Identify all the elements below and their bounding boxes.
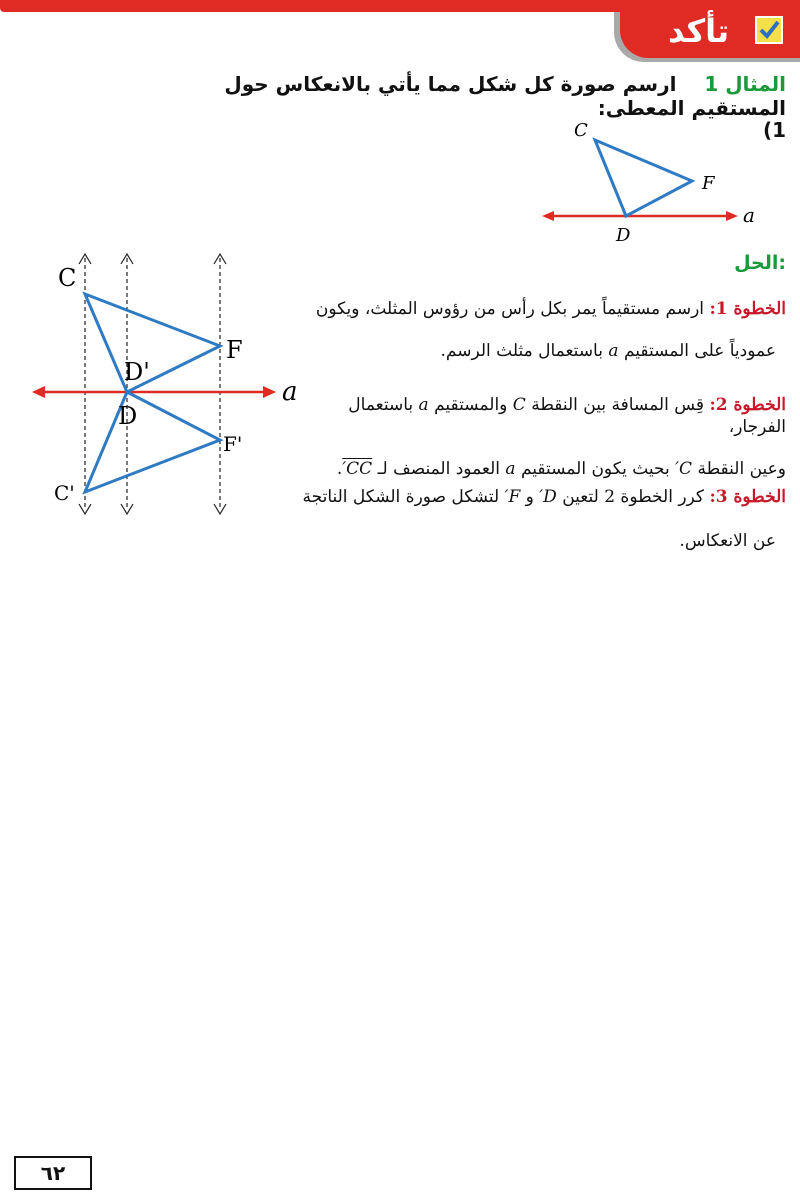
math-var: C bbox=[512, 395, 526, 415]
label-f: F bbox=[702, 173, 715, 194]
step-3-text: عن الانعكاس. bbox=[679, 531, 776, 551]
step-3-label: الخطوة 3: bbox=[709, 487, 786, 507]
math-var: a bbox=[608, 341, 619, 361]
step-2-text: بحيث يكون المستقيم bbox=[520, 459, 670, 479]
step-1-text: ارسم مستقيماً يمر بكل رأس من رؤوس المثلث، ويكون bbox=[315, 299, 705, 319]
original-figure bbox=[540, 110, 770, 250]
step-3 bbox=[296, 486, 786, 552]
label-c: C bbox=[574, 120, 588, 141]
label-a: a bbox=[282, 377, 298, 407]
triangle-image bbox=[85, 392, 220, 492]
label-c-prime: C' bbox=[54, 481, 75, 505]
math-var: C′ bbox=[675, 459, 693, 479]
step-2 bbox=[296, 394, 786, 480]
step-1-text: عمودياً على المستقيم bbox=[623, 341, 776, 361]
label-f-prime: F' bbox=[223, 432, 243, 456]
step-1 bbox=[296, 298, 786, 362]
triangle-cdf bbox=[595, 140, 692, 216]
step-3-line-1 bbox=[296, 486, 786, 508]
check-mark-icon bbox=[757, 18, 781, 42]
label-d: D bbox=[118, 402, 138, 430]
solution-label: الحل: bbox=[734, 252, 786, 274]
arrow-right-icon bbox=[726, 211, 738, 221]
step-1-line-1 bbox=[296, 298, 786, 320]
checkbox-icon bbox=[755, 16, 783, 44]
segment-cc-prime: CC′ bbox=[342, 459, 373, 479]
math-var: a bbox=[418, 395, 429, 415]
step-2-text: وعين النقطة bbox=[697, 459, 786, 479]
arrow-left-icon bbox=[542, 211, 554, 221]
step-3-text: لتشكل صورة الشكل الناتجة bbox=[302, 487, 500, 507]
step-1-label: الخطوة 1: bbox=[709, 299, 786, 319]
example-instruction: ارسم صورة كل شكل مما يأتي بالانعكاس حول المستقيم المعطى: bbox=[224, 72, 786, 120]
arrow-left-icon bbox=[32, 386, 45, 398]
example-label: المثال 1 bbox=[704, 72, 786, 96]
math-var: D′ bbox=[539, 487, 557, 507]
math-var: F′ bbox=[504, 487, 521, 507]
label-d-prime: D' bbox=[124, 358, 150, 386]
page-number: ٦٢ bbox=[14, 1156, 92, 1190]
section-title: تأكد bbox=[668, 12, 730, 50]
step-2-text: باستعمال الفرجار، bbox=[348, 395, 786, 437]
step-3-line-2 bbox=[296, 530, 786, 552]
step-1-text: باستعمال مثلث الرسم. bbox=[440, 341, 603, 361]
step-2-line-1 bbox=[296, 394, 786, 438]
step-3-text: و bbox=[525, 487, 534, 507]
label-a: a bbox=[743, 203, 755, 227]
label-c: C bbox=[58, 264, 77, 292]
solution-figure bbox=[30, 240, 310, 530]
triangle-original bbox=[85, 294, 220, 392]
step-1-line-2 bbox=[296, 340, 786, 362]
step-2-text: قِس المسافة بين النقطة bbox=[531, 395, 705, 415]
step-2-text: والمستقيم bbox=[434, 395, 508, 415]
step-2-label: الخطوة 2: bbox=[709, 395, 786, 415]
step-2-end: . bbox=[336, 459, 343, 479]
step-3-text: كرر الخطوة 2 لتعين bbox=[562, 487, 705, 507]
label-d: D bbox=[616, 225, 631, 246]
math-var: a bbox=[505, 459, 516, 479]
header-banner-line bbox=[0, 0, 690, 12]
label-f: F bbox=[226, 336, 243, 364]
part-number: (1 bbox=[762, 118, 786, 142]
step-2-line-2 bbox=[296, 458, 786, 480]
step-2-text: العمود المنصف لـ bbox=[377, 459, 501, 479]
arrow-right-icon bbox=[263, 386, 276, 398]
